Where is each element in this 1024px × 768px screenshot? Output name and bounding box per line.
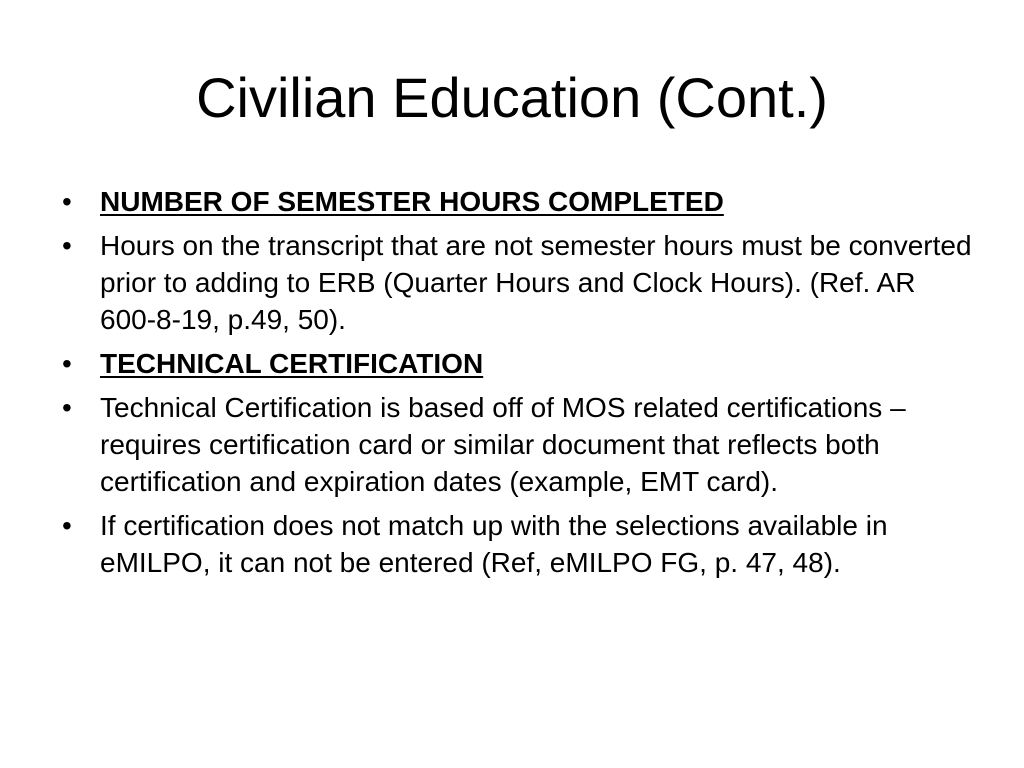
section-heading: NUMBER OF SEMESTER HOURS COMPLETED	[100, 186, 724, 217]
list-item	[62, 345, 972, 382]
bullet-point-icon: •	[62, 348, 72, 379]
list-item	[62, 227, 972, 338]
bullet-text: If certification does not match up with the selections available in eMILPO, it can not be entered (Ref, eMILPO FG, p. 47, 48).	[100, 510, 888, 578]
bullet-text: Technical Certification is based off of MOS related certifications – requires certification card or similar document that reflects both certification and expiration dates (example, EMT card).	[100, 392, 906, 497]
bullet-point-icon: •	[62, 510, 72, 541]
bullet-point-icon: •	[62, 392, 72, 423]
slide-title: Civilian Education (Cont.)	[196, 66, 828, 129]
section-heading: TECHNICAL CERTIFICATION	[100, 348, 484, 379]
bullet-list	[62, 183, 972, 588]
bullet-point-icon: •	[62, 186, 72, 217]
list-item	[62, 183, 972, 220]
bullet-text: Hours on the transcript that are not semester hours must be converted prior to adding to ERB (Quarter Hours and Clock Hours). (Ref. AR 600-8-19, p.49, 50).	[100, 230, 972, 335]
list-item	[62, 507, 972, 581]
list-item	[62, 389, 972, 500]
bullet-point-icon: •	[62, 230, 72, 261]
